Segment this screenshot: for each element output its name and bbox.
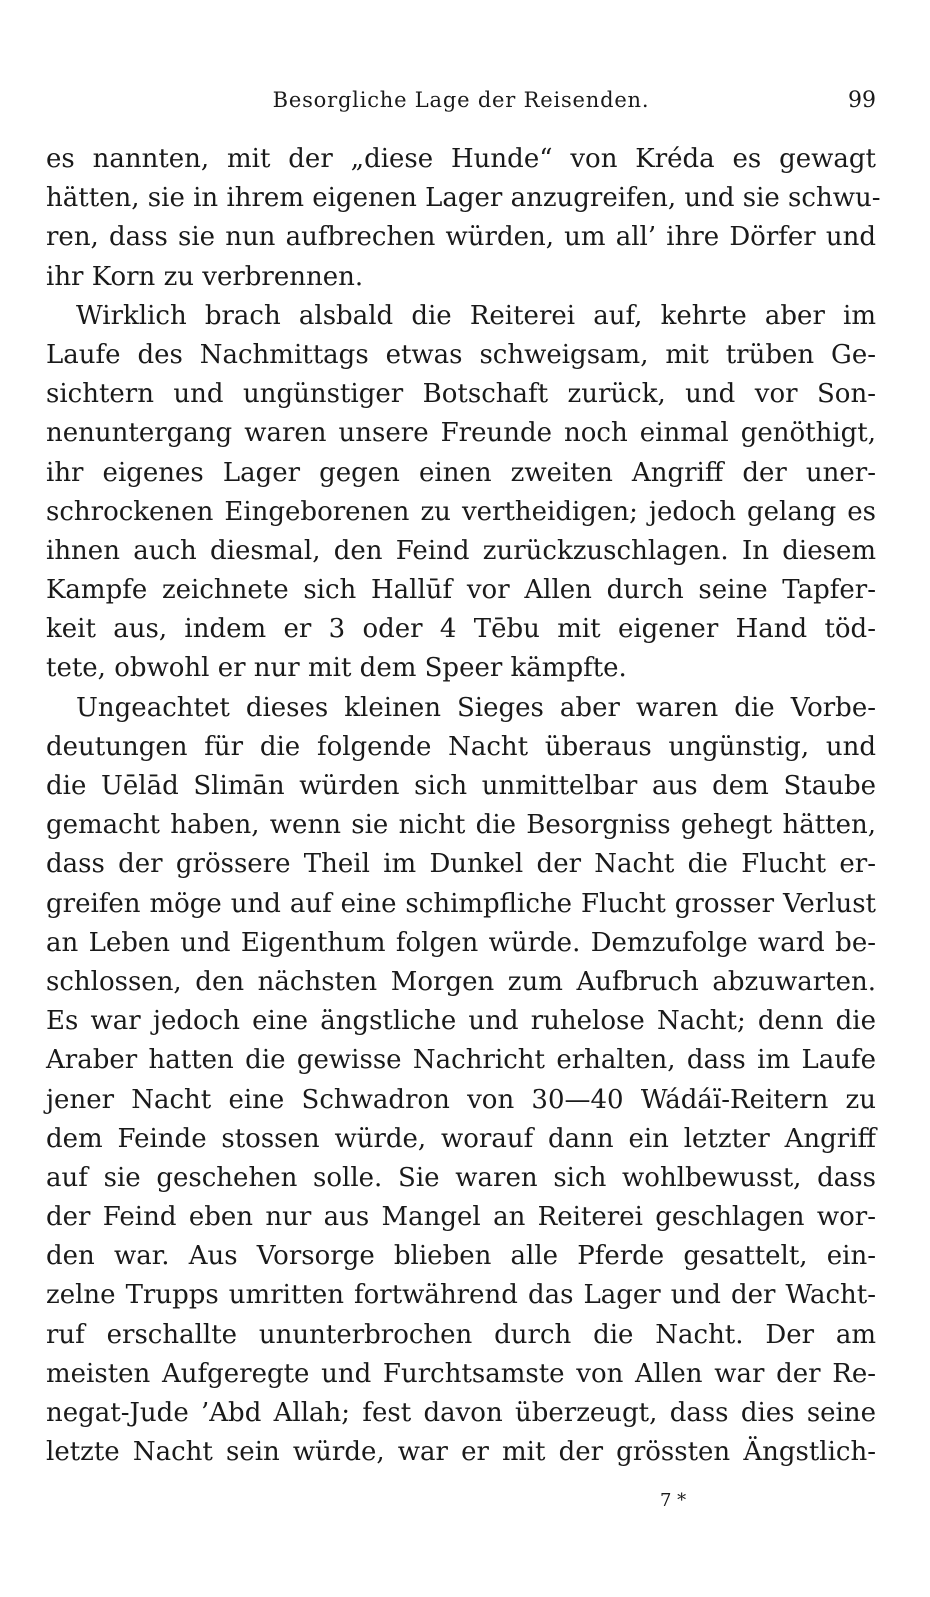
text-line: schrockenen Eingeborenen zu vertheidigen; jedoch gelang es bbox=[46, 496, 876, 527]
text-line: tete, obwohl er nur mit dem Speer kämpfte. bbox=[46, 653, 627, 684]
text-line: meisten Aufgeregte und Furchtsamste von Allen war der Re- bbox=[46, 1358, 876, 1389]
text-line: an Leben und Eigenthum folgen würde. Demzufolge ward be- bbox=[46, 927, 876, 958]
text-line: letzte Nacht sein würde, war er mit der grössten Ängstlich- bbox=[46, 1437, 876, 1468]
text-line: hätten, sie in ihrem eigenen Lager anzugreifen, und sie schwu- bbox=[46, 183, 881, 214]
text-line: der Feind eben nur aus Mangel an Reiterei geschlagen wor- bbox=[46, 1202, 876, 1233]
text-line: keit aus, indem er 3 oder 4 Tēbu mit eigener Hand töd- bbox=[46, 614, 876, 645]
text-line: negat-Jude ’Abd Allah; fest davon überzeugt, dass dies seine bbox=[46, 1398, 876, 1428]
text-line: gemacht haben, wenn sie nicht die Besorgniss gehegt hätten, bbox=[46, 810, 876, 841]
text-line: ihr Korn zu verbrennen. bbox=[46, 261, 364, 292]
text-line: Araber hatten die gewisse Nachricht erhalten, dass im Laufe bbox=[46, 1045, 876, 1076]
text-line: die Uēlād Slimān würden sich unmittelbar aus dem Staube bbox=[46, 771, 876, 801]
text-line: Ungeachtet dieses kleinen Sieges aber waren die Vorbe- bbox=[76, 692, 876, 723]
text-line: den war. Aus Vorsorge blieben alle Pferde gesattelt, ein- bbox=[46, 1241, 876, 1272]
running-title: Besorgliche Lage der Reisenden. bbox=[272, 88, 650, 112]
running-header bbox=[46, 88, 876, 122]
text-line: greifen möge und auf eine schimpfliche Flucht grosser Verlust bbox=[46, 888, 876, 919]
text-line: dem Feinde stossen würde, worauf dann ein letzter Angriff bbox=[46, 1123, 876, 1154]
text-line: jener Nacht eine Schwadron von 30—40 Wádáï-Reitern zu bbox=[46, 1084, 876, 1115]
text-line: deutungen für die folgende Nacht überaus ungünstig, und bbox=[46, 731, 876, 762]
text-line: es nannten, mit der „diese Hunde“ von Kréda es gewagt bbox=[46, 144, 876, 174]
text-line: auf sie geschehen solle. Sie waren sich wohlbewusst, dass bbox=[46, 1162, 876, 1193]
text-line: zelne Trupps umritten fortwährend das Lager und der Wacht- bbox=[46, 1280, 876, 1311]
text-line: schlossen, den nächsten Morgen zum Aufbruch abzuwarten. bbox=[46, 966, 876, 997]
text-line: ruf erschallte ununterbrochen durch die Nacht. Der am bbox=[46, 1319, 876, 1350]
text-line: Wirklich brach alsbald die Reiterei auf, kehrte aber im bbox=[76, 300, 876, 331]
text-line: dass der grössere Theil im Dunkel der Nacht die Flucht er- bbox=[46, 849, 876, 880]
text-line: ihnen auch diesmal, den Feind zurückzuschlagen. In diesem bbox=[46, 535, 876, 566]
text-line: ihr eigenes Lager gegen einen zweiten Angriff der uner- bbox=[46, 457, 876, 488]
text-line: ren, dass sie nun aufbrechen würden, um all’ ihre Dörfer und bbox=[46, 222, 876, 253]
text-line: Es war jedoch eine ängstliche und ruhelose Nacht; denn die bbox=[46, 1006, 876, 1037]
body-text bbox=[46, 140, 881, 1472]
text-line: sichtern und ungünstiger Botschaft zurück, und vor Son- bbox=[46, 379, 876, 410]
signature-mark: 7 * bbox=[660, 1490, 687, 1511]
text-line: Laufe des Nachmittags etwas schweigsam, mit trüben Ge- bbox=[46, 339, 876, 370]
text-line: nenuntergang waren unsere Freunde noch einmal genöthigt, bbox=[46, 418, 876, 449]
text-line: Kampfe zeichnete sich Hallūf vor Allen durch seine Tapfer- bbox=[46, 575, 876, 606]
page-number: 99 bbox=[848, 88, 876, 113]
